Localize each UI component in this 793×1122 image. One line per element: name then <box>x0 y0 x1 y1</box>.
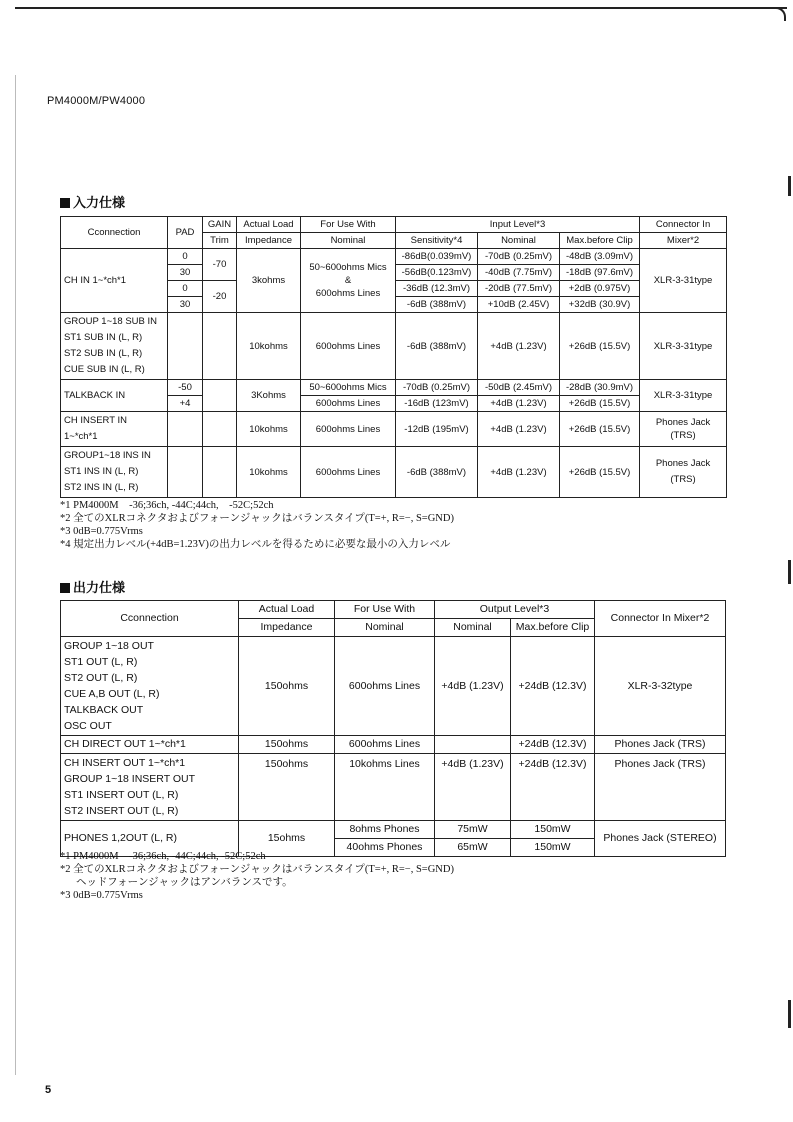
input-footnotes <box>60 499 454 551</box>
load-cell: 10kohms <box>237 313 301 380</box>
nominal-cell: +4dB (1.23V) <box>478 396 560 412</box>
output-spec-table <box>60 600 726 857</box>
page-top-border <box>15 7 787 9</box>
col-maxclip: Max.before Clip <box>511 619 595 637</box>
input-section-title-text: 入力仕様 <box>73 195 126 210</box>
col-gain-2: Trim <box>203 233 237 249</box>
label-line: OSC OUT <box>64 720 112 732</box>
square-bullet-icon <box>60 198 70 208</box>
nominal-cell: -20dB (77.5mV) <box>478 281 560 297</box>
col-use: For Use With <box>301 217 396 233</box>
connector-cell: Phones Jack (TRS) <box>595 736 726 754</box>
ch-direct-label: CH DIRECT OUT 1~*ch*1 <box>61 736 239 754</box>
col-input-level: Input Level*3 <box>396 217 640 233</box>
table-row <box>61 754 726 821</box>
sens-cell: -12dB (195mV) <box>396 412 478 447</box>
maxclip-cell: +2dB (0.975V) <box>560 281 640 297</box>
nominal-cell: +4dB (1.23V) <box>478 447 560 498</box>
use-cell: 40ohms Phones <box>335 839 435 857</box>
connector-cell: XLR-3-31type <box>640 249 727 313</box>
label-line: CUE SUB IN (L, R) <box>64 364 145 375</box>
label-line: ST1 OUT (L, R) <box>64 656 138 668</box>
table-row <box>61 313 727 380</box>
sens-cell: -16dB (123mV) <box>396 396 478 412</box>
nominal-cell: +4dB (1.23V) <box>435 637 511 736</box>
sens-cell: -6dB (388mV) <box>396 297 478 313</box>
table-row <box>61 380 727 396</box>
ch-insert-label <box>61 412 168 447</box>
group-sub-label <box>61 313 168 380</box>
ch-in-label: CH IN 1~*ch*1 <box>61 249 168 313</box>
col-load-2: Impedance <box>239 619 335 637</box>
use-cell: 50~600ohms Mics <box>301 380 396 396</box>
maxclip-cell: +26dB (15.5V) <box>560 447 640 498</box>
ch-insert-out-label <box>61 754 239 821</box>
nominal-cell: +4dB (1.23V) <box>478 412 560 447</box>
use-cell: 600ohms Lines <box>335 637 435 736</box>
label-line: GROUP 1~18 SUB IN <box>64 316 158 327</box>
edge-mark <box>788 176 791 196</box>
footnote: *4 規定出力レベル(+4dB=1.23V)の出力レベルを得るために必要な最小の入力レベル <box>60 539 451 550</box>
col-nominal: Nominal <box>435 619 511 637</box>
col-load-2: Impedance <box>237 233 301 249</box>
sens-cell: -86dB(0.039mV) <box>396 249 478 265</box>
pad-cell: 30 <box>168 265 203 281</box>
label-line: ST2 INS IN (L, R) <box>64 482 139 493</box>
table-header-row <box>61 601 726 619</box>
maxclip-cell: 150mW <box>511 839 595 857</box>
table-row <box>61 412 727 447</box>
pad-cell <box>168 447 203 498</box>
col-nominal: Nominal <box>478 233 560 249</box>
table-row <box>61 447 727 498</box>
input-section-title <box>60 192 125 211</box>
table-row <box>61 821 726 839</box>
col-load: Actual Load <box>237 217 301 233</box>
pad-cell <box>168 412 203 447</box>
label-line: ST2 INSERT OUT (L, R) <box>64 805 179 817</box>
nominal-cell: -70dB (0.25mV) <box>478 249 560 265</box>
footnote: *3 0dB=0.775Vrms <box>60 890 143 901</box>
use-line: 50~600ohms Mics <box>309 262 387 273</box>
connector-line: (TRS) <box>670 474 696 485</box>
label-line: 1~*ch*1 <box>64 431 98 442</box>
footnote: ヘッドフォーンジャックはアンバランスです。 <box>76 877 293 888</box>
pad-cell: -50 <box>168 380 203 396</box>
nominal-cell: 75mW <box>435 821 511 839</box>
phones-label: PHONES 1,2OUT (L, R) <box>61 821 239 857</box>
connector-cell <box>640 447 727 498</box>
label-line: CH INSERT IN <box>64 415 127 426</box>
footnote: *2 全てのXLRコネクタおよびフォーンジャックはバランスタイプ(T=+, R=−, S=GND) <box>60 513 454 524</box>
nominal-cell <box>435 736 511 754</box>
label-line: GROUP 1~18 OUT <box>64 640 154 652</box>
gain-cell <box>203 447 237 498</box>
table-header-row <box>61 217 727 233</box>
gain-cell <box>203 313 237 380</box>
col-connection: Cconnection <box>61 601 239 637</box>
maxclip-cell: +26dB (15.5V) <box>560 313 640 380</box>
footnote: *1 PM4000M -36;36ch, -44C;44ch, -52C;52ch <box>60 500 274 511</box>
use-cell <box>301 249 396 313</box>
connector-cell: XLR-3-31type <box>640 380 727 412</box>
edge-mark <box>788 560 791 584</box>
output-section-title-text: 出力仕様 <box>73 580 126 595</box>
left-rule <box>15 75 16 1075</box>
load-cell: 150ohms <box>239 736 335 754</box>
col-use-2: Nominal <box>335 619 435 637</box>
maxclip-cell: -48dB (3.09mV) <box>560 249 640 265</box>
sens-cell: -70dB (0.25mV) <box>396 380 478 396</box>
load-cell: 10kohms <box>237 447 301 498</box>
sens-cell: -36dB (12.3mV) <box>396 281 478 297</box>
label-line: GROUP 1~18 INSERT OUT <box>64 773 196 785</box>
label-line: ST1 SUB IN (L, R) <box>64 332 143 343</box>
use-cell: 600ohms Lines <box>301 447 396 498</box>
pad-cell: 0 <box>168 281 203 297</box>
footnote: *3 0dB=0.775Vrms <box>60 526 143 537</box>
page-header: PM4000M/PW4000 <box>47 95 146 107</box>
connector-line: Phones Jack <box>655 458 711 469</box>
maxclip-cell: +24dB (12.3V) <box>511 736 595 754</box>
talkback-label: TALKBACK IN <box>61 380 168 412</box>
output-section-title <box>60 577 125 596</box>
footnote: *1 PM4000M -36;36ch, -44C;44ch, -52C;52ch <box>60 851 266 862</box>
nominal-cell: +4dB (1.23V) <box>435 754 511 821</box>
table-row <box>61 736 726 754</box>
use-cell: 600ohms Lines <box>335 736 435 754</box>
label-line: ST2 SUB IN (L, R) <box>64 348 143 359</box>
label-line: ST1 INSERT OUT (L, R) <box>64 789 179 801</box>
use-cell: 600ohms Lines <box>301 313 396 380</box>
sens-cell: -6dB (388mV) <box>396 313 478 380</box>
maxclip-cell: +26dB (15.5V) <box>560 412 640 447</box>
maxclip-cell: +32dB (30.9V) <box>560 297 640 313</box>
table-row <box>61 637 726 736</box>
col-connector-2: Mixer*2 <box>640 233 727 249</box>
label-line: CUE A,B OUT (L, R) <box>64 688 160 700</box>
col-use: For Use With <box>335 601 435 619</box>
use-cell: 600ohms Lines <box>301 412 396 447</box>
nominal-cell: +4dB (1.23V) <box>478 313 560 380</box>
page-corner <box>772 7 786 21</box>
col-maxclip: Max.before Clip <box>560 233 640 249</box>
pad-cell: 30 <box>168 297 203 313</box>
sens-cell: -6dB (388mV) <box>396 447 478 498</box>
col-pad: PAD <box>168 217 203 249</box>
use-line: & <box>344 275 352 286</box>
col-connector: Connector In Mixer*2 <box>595 601 726 637</box>
maxclip-cell: +24dB (12.3V) <box>511 754 595 821</box>
col-sensitivity: Sensitivity*4 <box>396 233 478 249</box>
load-cell: 150ohms <box>239 637 335 736</box>
label-line: ST1 INS IN (L, R) <box>64 466 139 477</box>
square-bullet-icon <box>60 583 70 593</box>
col-connection: Cconnection <box>61 217 168 249</box>
col-load: Actual Load <box>239 601 335 619</box>
footnote: *2 全てのXLRコネクタおよびフォーンジャックはバランスタイプ(T=+, R=−, S=GND) <box>60 864 454 875</box>
pad-cell: +4 <box>168 396 203 412</box>
col-use-2: Nominal <box>301 233 396 249</box>
maxclip-cell: 150mW <box>511 821 595 839</box>
load-cell: 10kohms <box>237 412 301 447</box>
col-connector: Connector In <box>640 217 727 233</box>
edge-mark <box>788 1000 791 1028</box>
connector-cell: XLR-3-32type <box>595 637 726 736</box>
group-out-label <box>61 637 239 736</box>
use-cell: 10kohms Lines <box>335 754 435 821</box>
col-gain: GAIN <box>203 217 237 233</box>
input-spec-table <box>60 216 727 498</box>
connector-cell: Phones Jack (TRS) <box>640 412 727 447</box>
use-cell: 8ohms Phones <box>335 821 435 839</box>
load-cell: 3kohms <box>237 249 301 313</box>
label-line: ST2 OUT (L, R) <box>64 672 138 684</box>
table-row <box>61 249 727 265</box>
load-cell: 3Kohms <box>237 380 301 412</box>
col-output-level: Output Level*3 <box>435 601 595 619</box>
use-cell: 600ohms Lines <box>301 396 396 412</box>
nominal-cell: 65mW <box>435 839 511 857</box>
load-cell: 150ohms <box>239 754 335 821</box>
label-line: TALKBACK OUT <box>64 704 144 716</box>
gain-cell <box>203 380 237 412</box>
label-line: GROUP1~18 INS IN <box>64 450 151 461</box>
label-line: CH INSERT OUT 1~*ch*1 <box>64 757 186 769</box>
maxclip-cell: +26dB (15.5V) <box>560 396 640 412</box>
maxclip-cell: -18dB (97.6mV) <box>560 265 640 281</box>
sens-cell: -56dB(0.123mV) <box>396 265 478 281</box>
connector-cell: Phones Jack (TRS) <box>595 754 726 821</box>
maxclip-cell: +24dB (12.3V) <box>511 637 595 736</box>
load-cell: 15ohms <box>239 821 335 857</box>
nominal-cell: -50dB (2.45mV) <box>478 380 560 396</box>
page-number: 5 <box>45 1084 52 1096</box>
use-line: 600ohms Lines <box>315 288 381 299</box>
output-footnotes <box>60 850 454 902</box>
pad-cell <box>168 313 203 380</box>
gain-cell: -70 <box>203 249 237 281</box>
maxclip-cell: -28dB (30.9mV) <box>560 380 640 396</box>
connector-cell: Phones Jack (STEREO) <box>595 821 726 857</box>
nominal-cell: -40dB (7.75mV) <box>478 265 560 281</box>
nominal-cell: +10dB (2.45V) <box>478 297 560 313</box>
connector-cell: XLR-3-31type <box>640 313 727 380</box>
gain-cell: -20 <box>203 281 237 313</box>
gain-cell <box>203 412 237 447</box>
pad-cell: 0 <box>168 249 203 265</box>
group-ins-label <box>61 447 168 498</box>
